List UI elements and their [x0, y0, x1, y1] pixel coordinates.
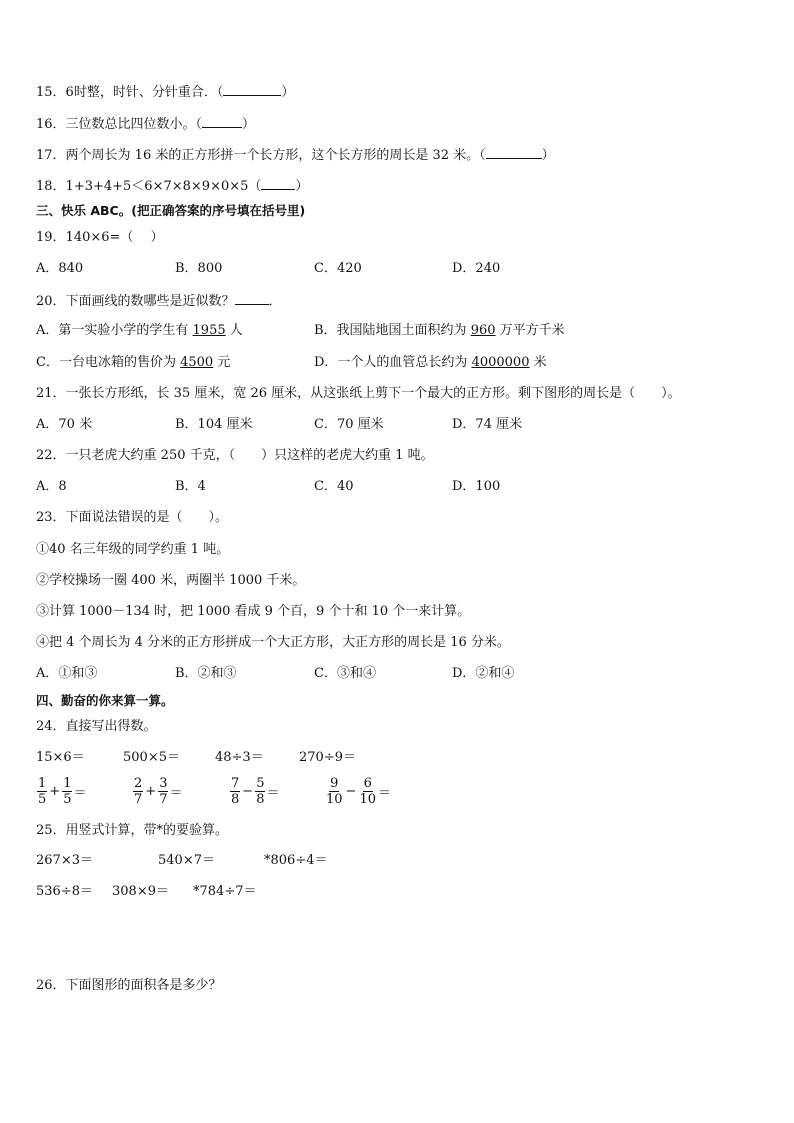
fraction-expression: $\frac{7}{8}$ − $\frac{5}{8}$ ＝ [231, 776, 280, 807]
fraction-expression: $\frac{9}{10}$ − $\frac{6}{10}$ ＝ [326, 776, 392, 807]
fraction-expression: $\frac{2}{7}$ + $\frac{3}{7}$ ＝ [134, 776, 183, 807]
option-a[interactable]: A．70 米 [36, 417, 93, 432]
calc-item: *806÷4＝ [264, 853, 328, 868]
option-b[interactable]: B．4 [175, 479, 206, 494]
option-c[interactable]: C．③和④ [314, 666, 376, 681]
section-heading-3: 三、快乐 ABC。(把正确答案的序号填在括号里) [36, 203, 306, 218]
option-d[interactable]: D．一个人的血管总长约为 4000000 米 [314, 355, 547, 370]
option-a[interactable]: A．第一实验小学的学生有 1955 人 [36, 323, 243, 338]
question-19-stem: 19．140×6=（ ） [36, 230, 164, 245]
option-c[interactable]: C．40 [314, 479, 354, 494]
question-24-stem: 24．直接写出得数。 [36, 719, 157, 734]
calc-item: 500×5＝ [123, 750, 180, 765]
calc-item: *784÷7＝ [193, 884, 257, 899]
calc-item: 536÷8＝ [36, 884, 93, 899]
option-a[interactable]: A．840 [36, 261, 84, 276]
question-15: 15．6时整，时针、分针重合．（ ） [36, 82, 294, 102]
question-25-stem: 25．用竖式计算，带*的要验算。 [36, 823, 229, 838]
question-21-stem: 21．一张长方形纸，长 35 厘米，宽 26 厘米，从这张纸上剪下一个最大的正方形。剩下图形的周长是（ ）。 [36, 386, 681, 401]
option-d[interactable]: D．100 [452, 479, 501, 494]
answer-blank[interactable] [223, 82, 281, 96]
calc-item: 540×7＝ [158, 853, 215, 868]
question-26-stem: 26．下面图形的面积各是多少？ [36, 978, 222, 993]
question-23-stem: 23．下面说法错误的是（ ）。 [36, 510, 229, 525]
option-a[interactable]: A．8 [36, 479, 67, 494]
option-c[interactable]: C．420 [314, 261, 362, 276]
option-b[interactable]: B．800 [175, 261, 223, 276]
statement-3: ③计算 1000－134 时，把 1000 看成 9 个百，9 个十和 10 个一来计算。 [36, 604, 471, 619]
option-b[interactable]: B．②和③ [175, 666, 237, 681]
option-b[interactable]: B．104 厘米 [175, 417, 253, 432]
answer-blank[interactable] [261, 176, 295, 190]
option-c[interactable]: C．70 厘米 [314, 417, 384, 432]
question-17: 17．两个周长为 16 米的正方形拼一个长方形，这个长方形的周长是 32 米。（ ） [36, 145, 555, 165]
option-a[interactable]: A．①和③ [36, 666, 98, 681]
option-b[interactable]: B．我国陆地国土面积约为 960 万平方千米 [314, 323, 565, 338]
fraction-expression: $\frac{1}{5}$ + $\frac{1}{5}$ ＝ [38, 776, 87, 807]
question-18: 18．1+3+4+5＜6×7×8×9×0×5（ ） [36, 176, 308, 196]
question-16: 16．三位数总比四位数小。（ ） [36, 114, 255, 134]
question-20-stem: 20．下面画线的数哪些是近似数？ ． [36, 291, 282, 311]
option-c[interactable]: C．一台电冰箱的售价为 4500 元 [36, 355, 231, 370]
answer-blank[interactable] [486, 145, 542, 159]
statement-2: ②学校操场一圈 400 米，两圈半 1000 千米。 [36, 573, 306, 588]
statement-4: ④把 4 个周长为 4 分米的正方形拼成一个大正方形，大正方形的周长是 16 分米。 [36, 635, 510, 650]
section-heading-4: 四、勤奋的你来算一算。 [36, 693, 174, 708]
calc-item: 270÷9＝ [299, 750, 356, 765]
calc-item: 48÷3＝ [215, 750, 264, 765]
answer-blank[interactable] [235, 291, 269, 305]
question-22-stem: 22．一只老虎大约重 250 千克，（ ）只这样的老虎大约重 1 吨。 [36, 448, 434, 463]
calc-item: 308×9＝ [112, 884, 169, 899]
option-d[interactable]: D．240 [452, 261, 501, 276]
statement-1: ①40 名三年级的同学约重 1 吨。 [36, 542, 230, 557]
option-d[interactable]: D．②和④ [452, 666, 515, 681]
option-d[interactable]: D．74 厘米 [452, 417, 523, 432]
answer-blank[interactable] [202, 114, 242, 128]
calc-item: 15×6＝ [36, 750, 85, 765]
calc-item: 267×3＝ [36, 853, 93, 868]
